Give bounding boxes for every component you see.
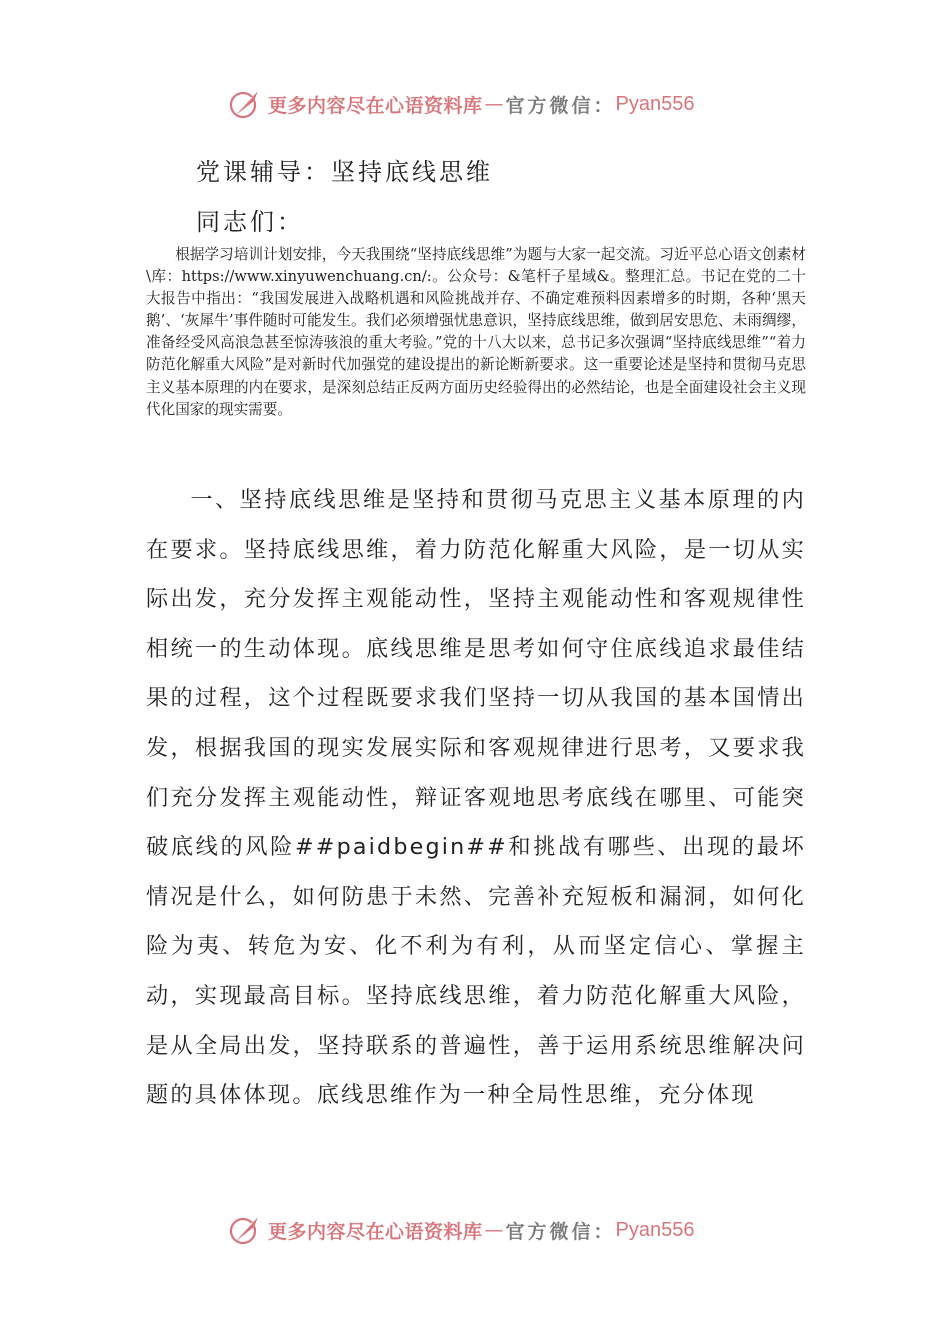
- banner-wechat-label: 官方微信：: [505, 94, 616, 117]
- banner-dash: —: [484, 93, 504, 115]
- banner-wechat-label: 官方微信：: [505, 1220, 616, 1243]
- header-banner: [228, 84, 748, 124]
- quill-logo-icon: [228, 87, 262, 121]
- banner-main-text: 更多内容尽在心语资料库: [268, 94, 483, 117]
- banner-dash: —: [484, 1219, 504, 1241]
- intro-paragraph: 根据学习培训计划安排，今天我围绕“坚持底线思维”为题与大家一起交流。习近平总心语文创素材\库：https://www.xinyuwenchuang.cn/:。公众号：&笔杆子星域&。整理汇总。书记在党的二十大报告中指出：“我国发展进入战略机遇和风险挑战并存、不确定难预料因素增多的时期，各种‘黑天鹅’、‘灰犀牛’事件随时可能发生。我们必须增强忧患意识，坚持底线思维，做到居安思危、未雨绸缪，准备经受风高浪急甚至惊涛骇浪的重大考验。”党的十八大以来，总书记多次强调“坚持底线思维”“着力防范化解重大风险”是对新时代加强党的建设提出的新论断新要求。这一重要论述是坚持和贯彻马克思主义基本原理的内在要求，是深刻总结正反两方面历史经验得出的必然结论，也是全面建设社会主义现代化国家的现实需要。: [146, 246, 806, 418]
- banner-wechat-id: Pyan556: [615, 92, 695, 115]
- greeting: 同志们：: [196, 208, 304, 236]
- body-paragraph: 一、坚持底线思维是坚持和贯彻马克思主义基本原理的内在要求。坚持底线思维，着力防范化解重大风险，是一切从实际出发，充分发挥主观能动性，坚持主观能动性和客观规律性相统一的生动体现。底线思维是思考如何守住底线追求最佳结果的过程，这个过程既要求我们坚持一切从我国的基本国情出发，根据我国的现实发展实际和客观规律进行思考，又要求我们充分发挥主观能动性，辩证客观地思考底线在哪里、可能突破底线的风险##paidbegin##和挑战有哪些、出现的最坏情况是什么，如何防患于未然、完善补充短板和漏洞，如何化险为夷、转危为安、化不利为有利，从而坚定信心、掌握主动，实现最高目标。坚持底线思维，着力防范化解重大风险，是从全局出发，坚持联系的普遍性，善于运用系统思维解决问题的具体体现。底线思维作为一种全局性思维，充分体现: [146, 487, 806, 1109]
- banner-wechat-id: Pyan556: [615, 1218, 695, 1241]
- banner-main-text: 更多内容尽在心语资料库: [268, 1220, 483, 1243]
- footer-banner: [228, 1210, 748, 1250]
- document-title: 党课辅导：坚持底线思维: [196, 158, 493, 186]
- quill-logo-icon: [228, 1213, 262, 1247]
